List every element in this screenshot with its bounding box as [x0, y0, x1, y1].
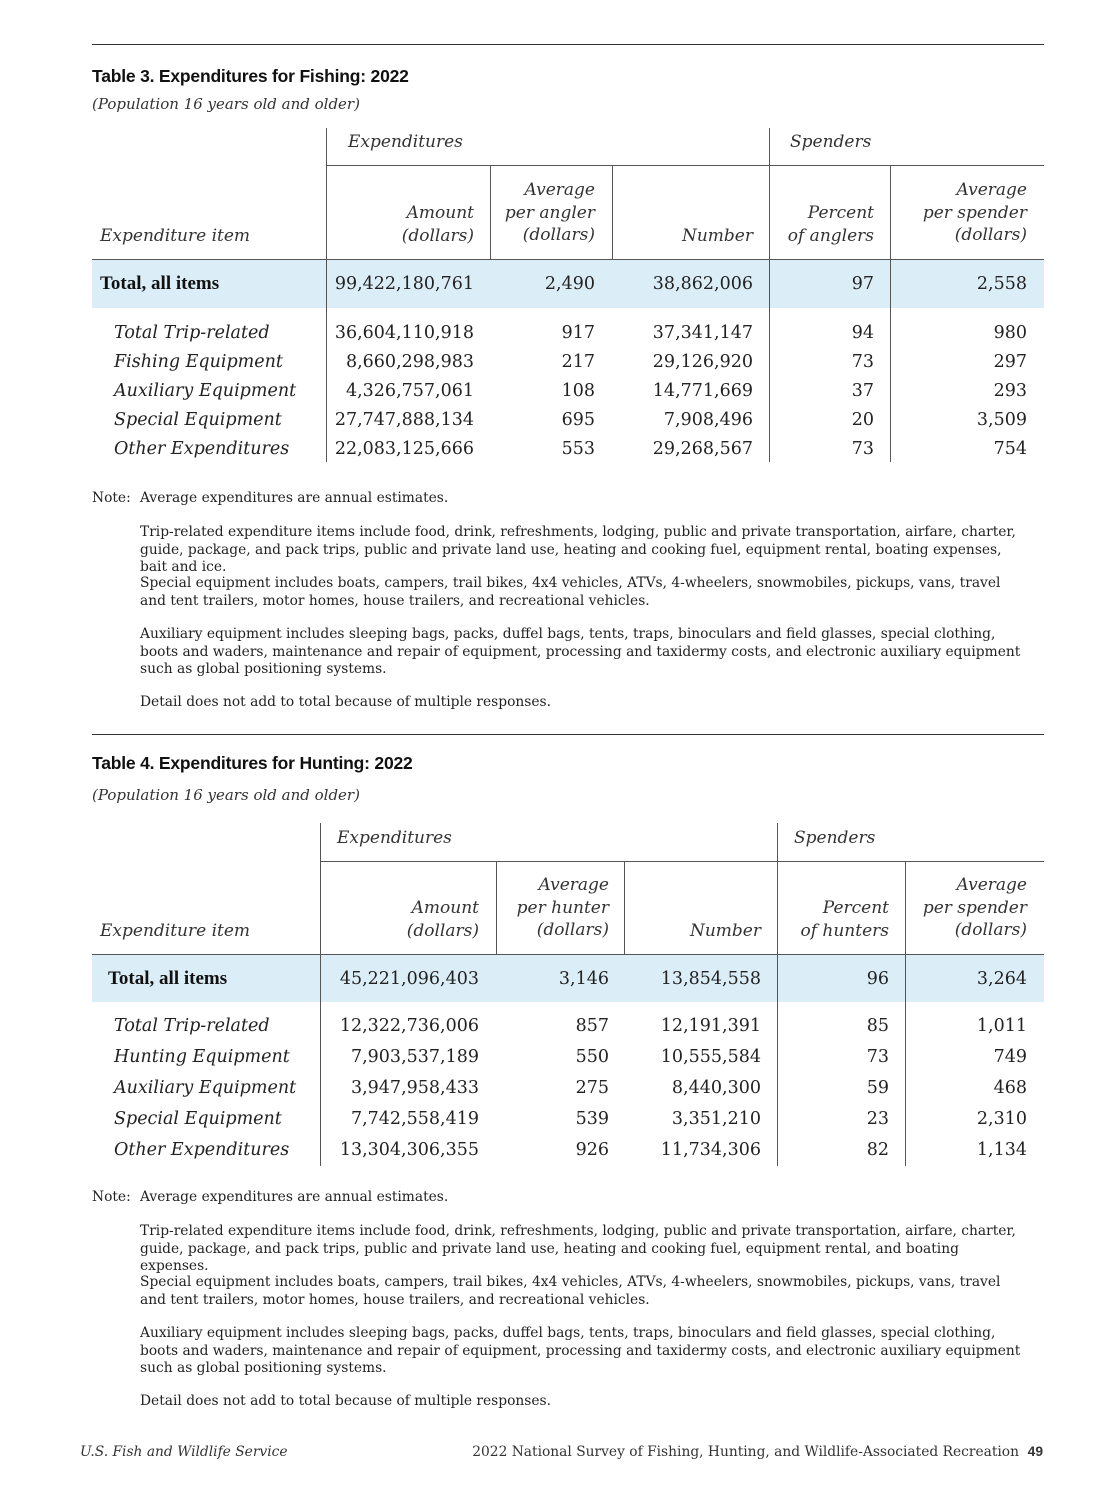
table4-header-rule: [92, 954, 1044, 955]
table3-row-label: Fishing Equipment: [114, 352, 283, 372]
table4-total-number: 13,854,558: [660, 969, 761, 989]
table3-header-item: Expenditure item: [100, 226, 251, 246]
table3-subtitle: (Population 16 years old and older): [92, 95, 360, 113]
table4-total-amount: 45,221,096,403: [339, 969, 479, 989]
table4-row-amount: 3,947,958,433: [350, 1078, 479, 1098]
table4-row-number: 10,555,584: [660, 1047, 761, 1067]
table3-col-divider: [490, 165, 491, 259]
table3-total-label: Total, all items: [100, 273, 220, 294]
table4-note: Average expenditures are annual estimates.: [140, 1189, 449, 1205]
table4-note: Detail does not add to total because of multiple responses.: [140, 1393, 552, 1409]
table3-row-amount: 22,083,125,666: [334, 439, 474, 459]
table3-total-amount: 99,422,180,761: [334, 274, 474, 294]
table4-row-avg: 857: [575, 1016, 609, 1036]
table4-row-avg: 550: [575, 1047, 609, 1067]
table3-row-amount: 27,747,888,134: [334, 410, 474, 430]
table3-note-label: Note:: [92, 490, 131, 506]
table4-row-amount: 12,322,736,006: [339, 1016, 479, 1036]
table3-col-divider: [326, 128, 327, 462]
table3-title: Table 3. Expenditures for Fishing: 2022: [92, 66, 409, 86]
table4-col-divider: [496, 861, 497, 954]
table3-row-number: 29,126,920: [652, 352, 753, 372]
table3-row-avg: 917: [561, 323, 595, 343]
table4-row-label: Other Expenditures: [114, 1140, 290, 1160]
table4-row-amount: 13,304,306,355: [339, 1140, 479, 1160]
table3-header-number: Number: [681, 226, 753, 246]
table3-row-percent: 20: [851, 410, 874, 430]
table3-row-number: 7,908,496: [663, 410, 753, 430]
table3: [92, 128, 1044, 464]
table4-row-avg-spender: 749: [993, 1047, 1027, 1067]
table3-row-avg-spender: 3,509: [976, 410, 1027, 430]
table4-col-divider: [320, 823, 321, 1166]
table3-row-avg: 553: [561, 439, 595, 459]
table4-row-percent: 59: [866, 1078, 889, 1098]
table4-row-avg-spender: 468: [993, 1078, 1027, 1098]
table3-row-amount: 4,326,757,061: [345, 381, 474, 401]
table3-row-avg-spender: 293: [993, 381, 1027, 401]
table4-row-percent: 23: [866, 1109, 889, 1129]
table3-total-number: 38,862,006: [652, 274, 753, 294]
table4-header-number: Number: [689, 921, 761, 941]
table4-row-avg: 926: [575, 1140, 609, 1160]
table3-row-avg-spender: 754: [993, 439, 1027, 459]
table4-header-avg: Average per hunter (dollars): [516, 875, 609, 940]
top-rule: [92, 44, 1044, 45]
table3-row-number: 14,771,669: [652, 381, 753, 401]
table4-header-amount: Amount (dollars): [406, 898, 479, 941]
table3-note: Special equipment includes boats, campers, trail bikes, 4x4 vehicles, ATVs, 4-wheelers, snowmobiles, pickups, vans, travel and tent trailers, motor homes, house trailers, and recreational vehicles.: [140, 575, 1001, 609]
table3-total-avg-spender: 2,558: [976, 274, 1027, 294]
table4-row-number: 3,351,210: [671, 1109, 761, 1129]
table4-row-percent: 85: [866, 1016, 889, 1036]
table4-row-avg-spender: 2,310: [976, 1109, 1027, 1129]
table4-total-label: Total, all items: [108, 968, 228, 989]
table4-row-label: Total Trip-related: [114, 1016, 270, 1036]
table3-note: Detail does not add to total because of multiple responses.: [140, 694, 552, 710]
table4-row-percent: 82: [866, 1140, 889, 1160]
table4-col-divider: [905, 861, 906, 1166]
table3-row-avg: 695: [561, 410, 595, 430]
table3-note: Auxiliary equipment includes sleeping bags, packs, duffel bags, tents, traps, binoculars and field glasses, special clothing, boots and waders, maintenance and repair of equipment, processing and taxidermy costs, and electronic auxiliary equipment such as global positioning systems.: [140, 626, 1021, 677]
footer-agency: U.S. Fish and Wildlife Service: [80, 1444, 288, 1460]
table3-header-rule: [92, 259, 1044, 260]
table4-row-avg-spender: 1,134: [976, 1140, 1027, 1160]
table4-group-spenders: Spenders: [794, 828, 876, 848]
table4-col-divider: [624, 861, 625, 954]
table4-header-avg-spender: Average per spender (dollars): [922, 875, 1027, 940]
table3-row-percent: 94: [851, 323, 874, 343]
table4-title: Table 4. Expenditures for Hunting: 2022: [92, 753, 413, 773]
table4-row-avg: 539: [575, 1109, 609, 1129]
table4-note-label: Note:: [92, 1189, 131, 1205]
table3-row-label: Total Trip-related: [114, 323, 270, 343]
table4-total-percent: 96: [866, 969, 889, 989]
table4: [92, 823, 1044, 1168]
table3-row-avg: 108: [561, 381, 595, 401]
table4-row-number: 11,734,306: [660, 1140, 761, 1160]
table3-row-avg-spender: 980: [993, 323, 1027, 343]
table3-row-amount: 8,660,298,983: [345, 352, 474, 372]
table4-row-amount: 7,903,537,189: [350, 1047, 479, 1067]
table3-row-label: Other Expenditures: [114, 439, 290, 459]
table3-total-percent: 97: [851, 274, 874, 294]
table3-header-avg-spender: Average per spender (dollars): [922, 180, 1027, 245]
section-rule: [92, 734, 1044, 735]
table4-group-rule: [320, 861, 1044, 862]
table3-row-amount: 36,604,110,918: [334, 323, 474, 343]
table4-note: Special equipment includes boats, campers, trail bikes, 4x4 vehicles, ATVs, 4-wheelers, snowmobiles, pickups, vans, travel and tent trailers, motor homes, house trailers, and recreational vehicles.: [140, 1274, 1001, 1308]
table3-group-spenders: Spenders: [790, 132, 872, 152]
table4-subtitle: (Population 16 years old and older): [92, 786, 360, 804]
table3-header-percent: Percent of anglers: [787, 203, 874, 246]
table3-col-divider: [612, 165, 613, 259]
table3-row-percent: 73: [851, 352, 874, 372]
table3-note: Average expenditures are annual estimates.: [140, 490, 449, 506]
table4-total-avg-spender: 3,264: [976, 969, 1027, 989]
table4-col-divider: [777, 823, 778, 1166]
table3-row-label: Special Equipment: [114, 410, 282, 430]
table4-row-percent: 73: [866, 1047, 889, 1067]
table3-header-avg: Average per angler (dollars): [504, 180, 595, 245]
table3-notes: [92, 490, 1032, 715]
footer-publication: 2022 National Survey of Fishing, Hunting, and Wildlife-Associated Recreation: [472, 1444, 1019, 1460]
table4-row-avg-spender: 1,011: [976, 1016, 1027, 1036]
table3-row-avg-spender: 297: [993, 352, 1027, 372]
table4-row-avg: 275: [575, 1078, 609, 1098]
table4-row-label: Special Equipment: [114, 1109, 282, 1129]
table3-header-amount: Amount (dollars): [401, 203, 474, 246]
table4-row-number: 8,440,300: [671, 1078, 761, 1098]
table4-group-expenditures: Expenditures: [337, 828, 452, 848]
table3-row-avg: 217: [561, 352, 595, 372]
table3-row-number: 29,268,567: [652, 439, 753, 459]
table4-header-percent: Percent of hunters: [800, 898, 889, 941]
table3-col-divider: [769, 128, 770, 462]
table4-notes: [92, 1189, 1032, 1414]
table4-row-number: 12,191,391: [660, 1016, 761, 1036]
table4-total-avg: 3,146: [558, 969, 609, 989]
table3-group-expenditures: Expenditures: [348, 132, 463, 152]
table4-row-label: Auxiliary Equipment: [114, 1078, 297, 1098]
table3-col-divider: [890, 165, 891, 462]
table4-row-amount: 7,742,558,419: [350, 1109, 479, 1129]
table4-note: Trip-related expenditure items include food, drink, refreshments, lodging, public and private transportation, airfare, charter, guide, package, and pack trips, public and private land use, heating and cooking fuel, equipment rental, and boating expenses.: [140, 1223, 1016, 1274]
table3-group-rule: [326, 165, 1044, 166]
footer-page-number: 49: [1027, 1444, 1043, 1459]
table3-row-number: 37,341,147: [652, 323, 753, 343]
table3-row-percent: 73: [851, 439, 874, 459]
table4-row-label: Hunting Equipment: [114, 1047, 290, 1067]
table3-note: Trip-related expenditure items include food, drink, refreshments, lodging, public and private transportation, airfare, charter, guide, package, and pack trips, public and private land use, heating and cooking fuel, equipment rental, boating expenses, bait and ice.: [140, 524, 1016, 575]
table3-row-percent: 37: [851, 381, 874, 401]
table3-total-avg: 2,490: [544, 274, 595, 294]
table4-header-item: Expenditure item: [100, 921, 251, 941]
table4-note: Auxiliary equipment includes sleeping bags, packs, duffel bags, tents, traps, binoculars and field glasses, special clothing, boots and waders, maintenance and repair of equipment, processing and taxidermy costs, and electronic auxiliary equipment such as global positioning systems.: [140, 1325, 1021, 1376]
table3-row-label: Auxiliary Equipment: [114, 381, 297, 401]
